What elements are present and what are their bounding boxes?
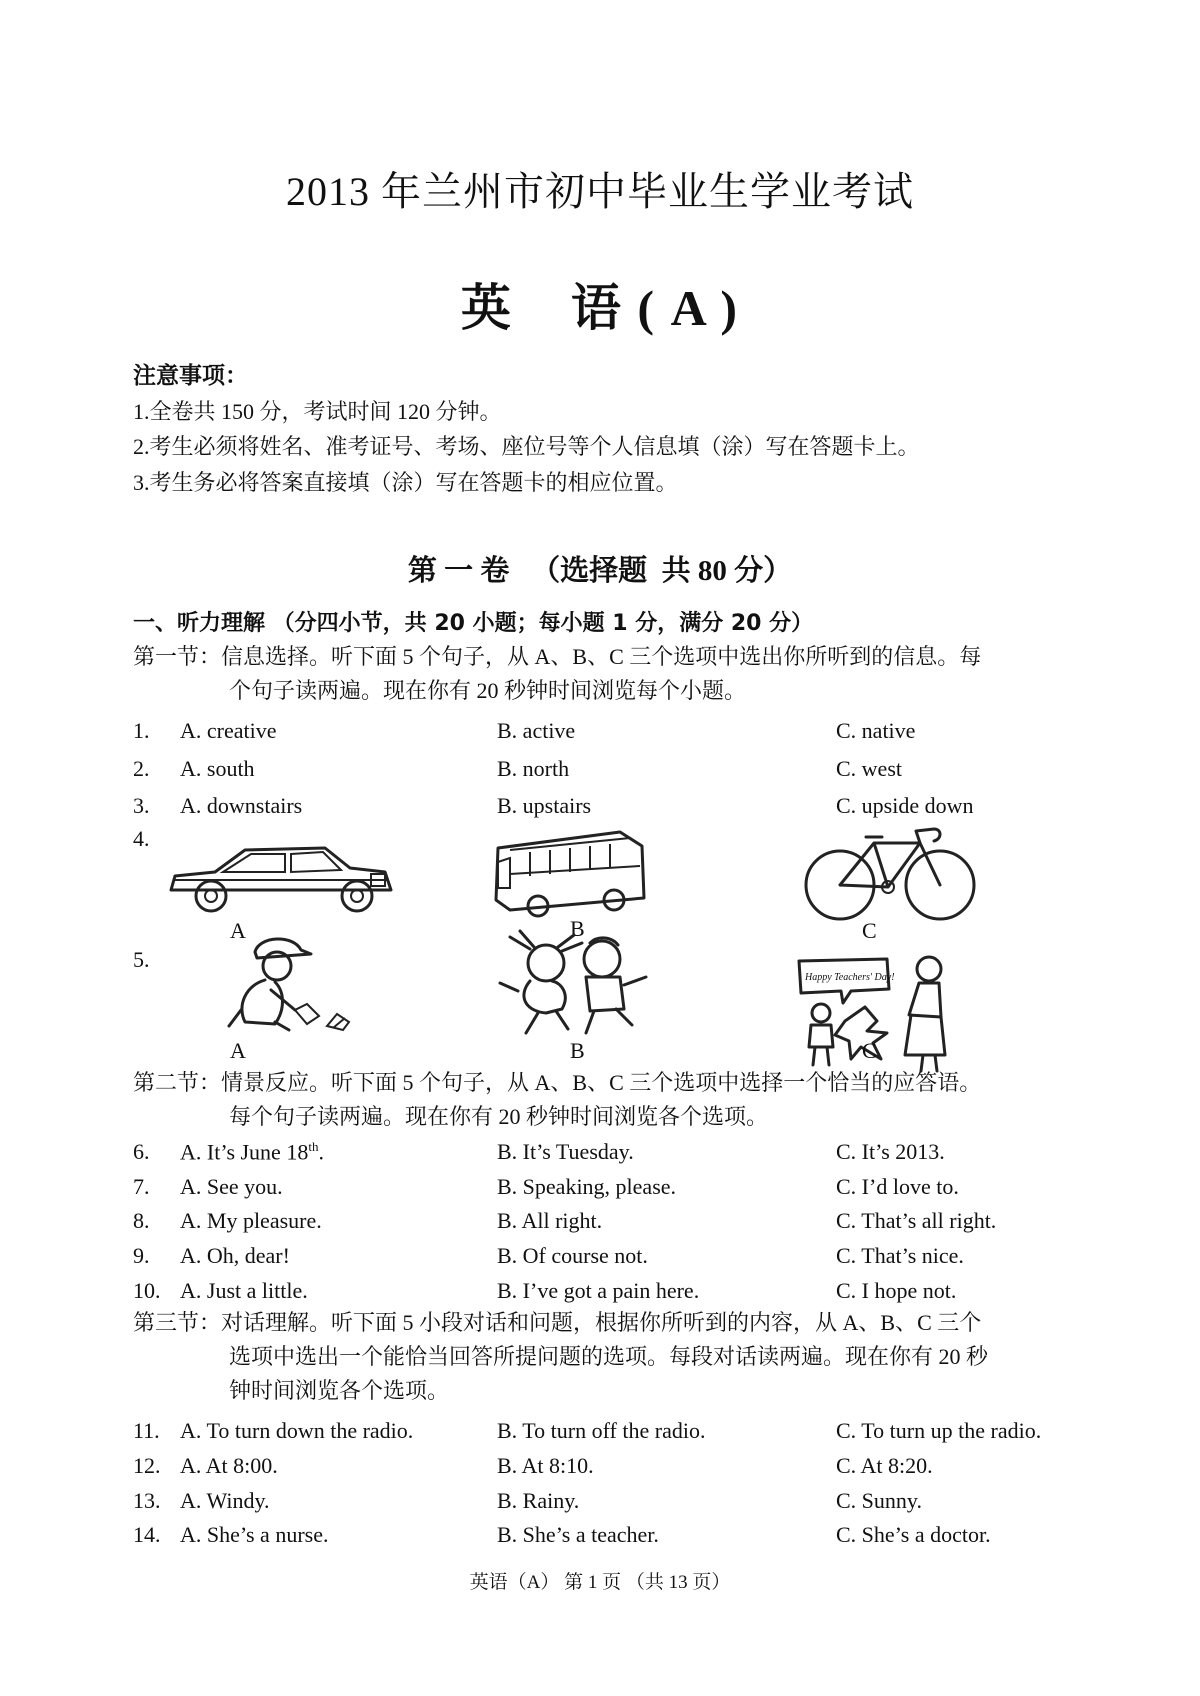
section2-intro-line1: 第二节：情景反应。听下面 5 个句子，从 A、B、C 三个选项中选择一个恰当的应答语。 [133, 1070, 982, 1095]
q2-option-c: C. west [836, 756, 902, 781]
notice-item-2: 2.考生必须将姓名、准考证号、考场、座位号等个人信息填（涂）写在答题卡上。 [133, 434, 920, 459]
q12-option-a: A. At 8:00. [180, 1453, 278, 1478]
q10-option-b: B. I’ve got a pain here. [497, 1278, 700, 1303]
q7-number: 7. [133, 1174, 150, 1199]
q3-option-a: A. downstairs [180, 793, 303, 818]
bicycle-picture [800, 825, 980, 925]
part-title: 第 一 卷 （选择题 共 80 分） [407, 555, 793, 587]
section3-intro-line1: 第三节：对话理解。听下面 5 小段对话和问题，根据你所听到的内容，从 A、B、C 三个 [133, 1310, 982, 1335]
q3-number: 3. [133, 793, 150, 818]
section3-intro-line2: 选项中选出一个能恰当回答所提问题的选项。每段对话读两遍。现在你有 20 秒 [229, 1344, 989, 1369]
q1-number: 1. [133, 718, 150, 743]
q13-option-c: C. Sunny. [836, 1488, 922, 1513]
q11-option-a: A. To turn down the radio. [180, 1418, 414, 1443]
q6-number: 6. [133, 1139, 150, 1164]
q13-number: 13. [133, 1488, 161, 1513]
section1-intro-line1: 第一节：信息选择。听下面 5 个句子，从 A、B、C 三个选项中选出你所听到的信息。每 [133, 644, 982, 669]
children-running-picture [490, 925, 660, 1040]
section2-intro-line2: 每个句子读两遍。现在你有 20 秒钟时间浏览各个选项。 [229, 1104, 769, 1129]
q11-option-b: B. To turn off the radio. [497, 1418, 706, 1443]
bus-picture [490, 828, 650, 923]
boy-picking-litter-picture [215, 930, 365, 1035]
q5-label-c: C [862, 1038, 877, 1063]
q6-option-b: B. It’s Tuesday. [497, 1139, 634, 1164]
q5-label-a: A [230, 1038, 246, 1063]
q12-option-b: B. At 8:10. [497, 1453, 594, 1478]
q5-label-b: B [570, 1038, 585, 1063]
q6-option-a: A. It’s June 18th. [180, 1139, 324, 1165]
q4-label-b: B [570, 916, 585, 941]
section1-intro-line2: 个句子读两遍。现在你有 20 秒钟时间浏览每个小题。 [229, 678, 747, 703]
exam-title: 2013 年兰州市初中毕业生学业考试 [286, 169, 914, 214]
q14-option-b: B. She’s a teacher. [497, 1522, 659, 1547]
q12-option-c: C. At 8:20. [836, 1453, 933, 1478]
q9-option-b: B. Of course not. [497, 1243, 648, 1268]
q7-option-b: B. Speaking, please. [497, 1174, 677, 1199]
q4-label-a: A [230, 918, 246, 943]
q12-number: 12. [133, 1453, 161, 1478]
page-footer: 英语（A） 第 1 页 （共 13 页） [469, 1572, 731, 1593]
q14-number: 14. [133, 1522, 161, 1547]
q14-option-c: C. She’s a doctor. [836, 1522, 991, 1547]
q1-option-a: A. creative [180, 718, 277, 743]
q8-option-b: B. All right. [497, 1208, 603, 1233]
q13-option-b: B. Rainy. [497, 1488, 580, 1513]
q13-option-a: A. Windy. [180, 1488, 270, 1513]
section3-intro [133, 1306, 1083, 1408]
notice-item-1: 1.全卷共 150 分，考试时间 120 分钟。 [133, 399, 502, 424]
q4-number: 4. [133, 826, 150, 851]
car-picture [165, 838, 395, 918]
teachers-day-sign: Happy Teachers' Day! [805, 972, 895, 983]
q6-option-c: C. It’s 2013. [836, 1139, 945, 1164]
q10-number: 10. [133, 1278, 161, 1303]
listening-heading: 一、听力理解 （分四小节，共 20 小题；每小题 1 分，满分 20 分） [133, 611, 814, 636]
q9-number: 9. [133, 1243, 150, 1268]
q1-option-c: C. native [836, 718, 916, 743]
q4-label-c: C [862, 918, 877, 943]
section2-intro [133, 1066, 1083, 1134]
q3-option-b: B. upstairs [497, 793, 592, 818]
q11-option-c: C. To turn up the radio. [836, 1418, 1042, 1443]
q7-option-a: A. See you. [180, 1174, 283, 1199]
notice-heading: 注意事项： [133, 363, 248, 389]
q1-option-b: B. active [497, 718, 576, 743]
q7-option-c: C. I’d love to. [836, 1174, 959, 1199]
q10-option-a: A. Just a little. [180, 1278, 308, 1303]
q8-number: 8. [133, 1208, 150, 1233]
subject-title: 英 语 ( A ) [460, 280, 740, 336]
q8-option-a: A. My pleasure. [180, 1208, 322, 1233]
section3-intro-line3: 钟时间浏览各个选项。 [229, 1378, 450, 1403]
q2-number: 2. [133, 756, 150, 781]
q8-option-c: C. That’s all right. [836, 1208, 997, 1233]
notice-item-3: 3.考生务必将答案直接填（涂）写在答题卡的相应位置。 [133, 470, 678, 495]
q5-number: 5. [133, 947, 150, 972]
q2-option-b: B. north [497, 756, 570, 781]
q11-number: 11. [133, 1418, 160, 1443]
section1-intro [133, 640, 1083, 708]
q14-option-a: A. She’s a nurse. [180, 1522, 329, 1547]
q10-option-c: C. I hope not. [836, 1278, 957, 1303]
q2-option-a: A. south [180, 756, 255, 781]
teachers-day-picture [795, 955, 975, 1075]
q3-option-c: C. upside down [836, 793, 974, 818]
q9-option-a: A. Oh, dear! [180, 1243, 290, 1268]
q9-option-c: C. That’s nice. [836, 1243, 964, 1268]
